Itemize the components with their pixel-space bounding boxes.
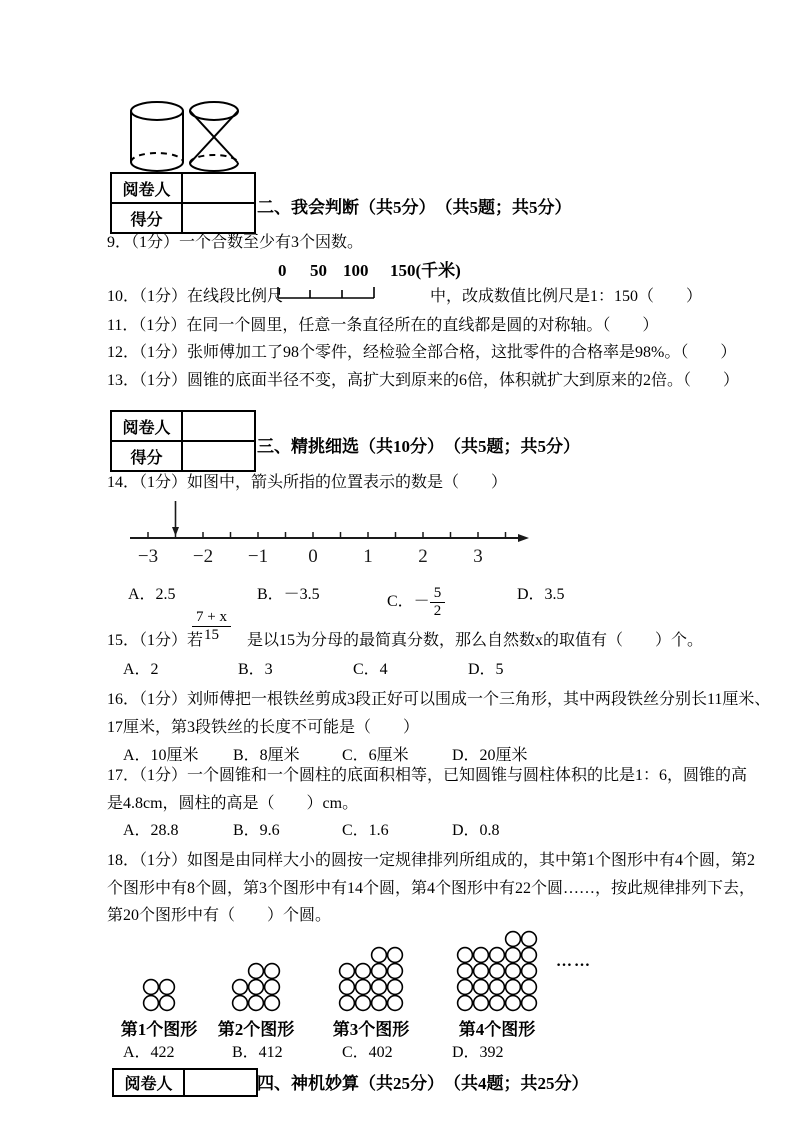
q18-option-c: C．402 [342, 1044, 393, 1061]
table-row [114, 1070, 256, 1095]
section-4-title: 四、神机妙算（共25分） （共4题；共25分） [257, 1074, 589, 1093]
question-14-text: 14．（1分）如图中，箭头所指的位置表示的数是（ ） [107, 474, 508, 491]
q14-option-c-prefix: C．－ [387, 593, 430, 611]
section-2-title: 二、我会判断（共5分） （共5题；共5分） [257, 198, 572, 217]
reviewer-blank-cell [183, 412, 254, 440]
pattern-figure-2-label: 第2个图形 [217, 1020, 295, 1039]
pattern-figure-2 [210, 962, 302, 1040]
scale-label-50: 50 [310, 261, 327, 280]
scale-label-150: 150(千米) [390, 261, 461, 280]
q16-option-b: B．8厘米 [233, 747, 300, 764]
scale-label-0: 0 [278, 261, 287, 280]
grader-table-section4 [112, 1068, 258, 1097]
number-line-figure [118, 496, 538, 574]
question-11-text: 11．（1分）在同一个圆里，任意一条直径所在的直线都是圆的对称轴。（ ） [107, 317, 659, 334]
q15-option-a: A．2 [123, 661, 159, 678]
tick-label: 0 [308, 546, 318, 567]
q14-option-d: D．3.5 [517, 586, 565, 603]
q17-option-b: B．9.6 [233, 822, 280, 839]
question-16-line1: 16．（1分）刘师傅把一根铁丝剪成3段正好可以围成一个三角形，其中两段铁丝分别长11厘米、 [107, 691, 771, 708]
q16-option-c: C．6厘米 [342, 747, 409, 764]
question-10-suffix: 中，改成数值比例尺是1：150（ ） [430, 288, 703, 305]
reviewer-blank-cell [185, 1070, 256, 1095]
question-9-text: 9．（1分）一个合数至少有3个因数。 [107, 234, 364, 251]
table-row [112, 174, 254, 202]
pattern-figure-1-label: 第1个图形 [120, 1020, 198, 1039]
circle-pattern-4-icon [456, 930, 538, 1012]
question-18-line1: 18．（1分）如图是由同样大小的圆按一定规律排列所组成的，其中第1个图形中有4个圆，第2 [107, 852, 756, 869]
question-13-text: 13．（1分）圆锥的底面半径不变，高扩大到原来的6倍，体积就扩大到原来的2倍。（ ） [107, 372, 740, 389]
score-label: 得分 [112, 442, 183, 470]
question-17-line2: 是4.8cm，圆柱的高是（ ）cm。 [107, 795, 359, 812]
reviewer-label: 阅卷人 [114, 1070, 185, 1095]
q14-option-a: A．2.5 [128, 586, 176, 603]
q15-option-c: C．4 [353, 661, 388, 678]
score-blank-cell [183, 204, 254, 232]
segment-scale-ruler-icon [277, 286, 377, 300]
tick-label: −2 [192, 546, 214, 567]
circle-pattern-3-icon [338, 946, 404, 1012]
question-17-line1: 17．（1分）一个圆锥和一个圆柱的底面积相等，已知圆锥与圆柱体积的比是1：6，圆锥的高 [107, 767, 748, 784]
table-row [112, 440, 254, 470]
pattern-ellipsis: …… [556, 953, 592, 970]
tick-label: 2 [418, 546, 428, 567]
pattern-figure-1 [113, 978, 205, 1040]
section-3-title: 三、精挑细选（共10分） （共5题；共5分） [257, 437, 580, 456]
question-15-suffix: 是以15为分母的最简真分数，那么自然数x的取值有（ ）个。 [247, 632, 704, 649]
q16-option-d: D．20厘米 [452, 747, 528, 764]
q14-option-c [387, 585, 445, 620]
circle-pattern-1-icon [142, 978, 176, 1012]
question-12-text: 12．（1分）张师傅加工了98个零件，经检验全部合格，这批零件的合格率是98%。（ ） [107, 344, 737, 361]
axis-arrowhead-icon [518, 534, 529, 542]
down-arrow-icon [172, 501, 179, 536]
table-row [112, 412, 254, 440]
question-15-prefix: 15．（1分）若 [107, 632, 204, 649]
q18-option-a: A．422 [123, 1044, 175, 1061]
tick-label: −3 [137, 546, 159, 567]
reviewer-blank-cell [183, 174, 254, 202]
question-16-line2: 17厘米，第3段铁丝的长度不可能是（ ） [107, 719, 420, 736]
q18-option-d: D．392 [452, 1044, 504, 1061]
score-blank-cell [183, 442, 254, 470]
tick-label: 1 [363, 546, 373, 567]
q15-fraction: 7 + x 15 [192, 609, 231, 644]
q17-option-c: C．1.6 [342, 822, 389, 839]
question-18-line2: 个图形中有8个圆，第3个图形中有14个圆，第4个图形中有22个圆……，按此规律排列下去， [107, 880, 756, 897]
grader-table-section3 [110, 410, 256, 472]
scale-label-100: 100 [343, 261, 369, 280]
q15-option-b: B．3 [238, 661, 273, 678]
question-10-prefix: 10．（1分）在线段比例尺 [107, 288, 284, 305]
grader-table-section2 [110, 172, 256, 234]
pattern-figure-3-label: 第3个图形 [332, 1020, 410, 1039]
circle-pattern-2-icon [231, 962, 281, 1012]
pattern-figure-4-label: 第4个图形 [458, 1020, 536, 1039]
q17-option-a: A．28.8 [123, 822, 179, 839]
score-label: 得分 [112, 204, 183, 232]
reviewer-label: 阅卷人 [112, 174, 183, 202]
pattern-figure-4 [451, 930, 543, 1040]
q17-option-d: D．0.8 [452, 822, 500, 839]
tick-label: −1 [247, 546, 269, 567]
q14-option-b: B．－3.5 [257, 586, 320, 603]
q15-option-d: D．5 [468, 661, 504, 678]
tick-label: 3 [473, 546, 483, 567]
pattern-figure-3 [325, 946, 417, 1040]
q16-option-a: A．10厘米 [123, 747, 199, 764]
q18-option-b: B．412 [232, 1044, 283, 1061]
q14-option-c-fraction: $\frac{5}{2}$ [430, 585, 446, 620]
cylinder-and-double-cone-icon [129, 100, 241, 174]
reviewer-label: 阅卷人 [112, 412, 183, 440]
question-18-line3: 第20个图形中有（ ）个圆。 [107, 907, 332, 924]
table-row [112, 202, 254, 232]
